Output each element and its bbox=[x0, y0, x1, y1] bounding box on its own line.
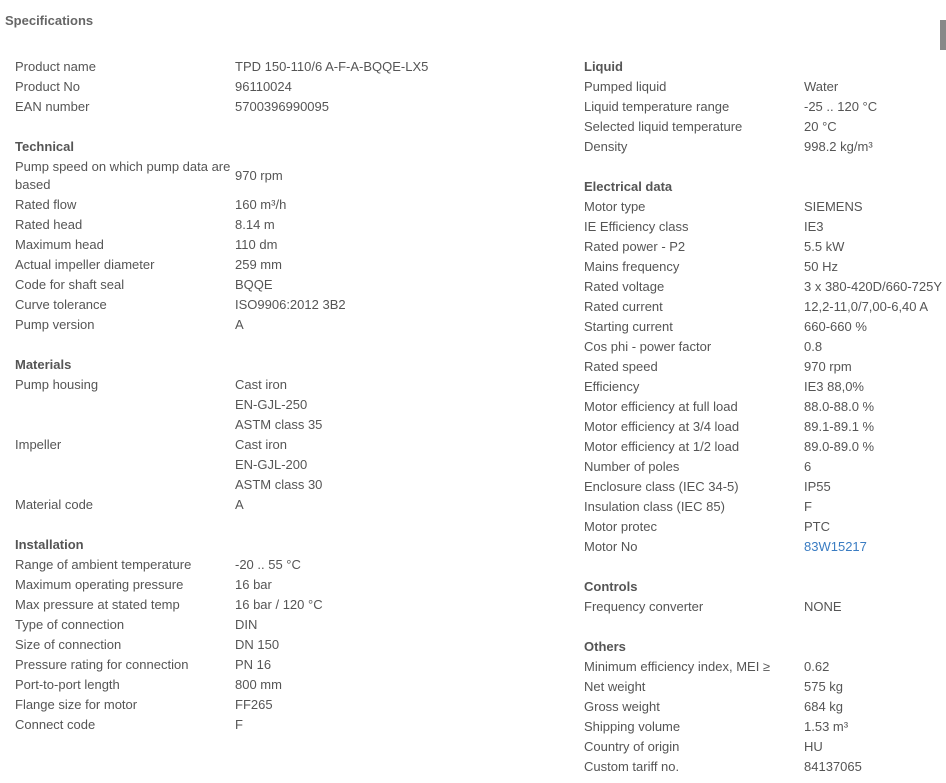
spec-label: Rated voltage bbox=[584, 279, 665, 294]
spec-label: Shipping volume bbox=[584, 719, 681, 734]
spec-label: Motor efficiency at 3/4 load bbox=[584, 419, 740, 434]
spec-row bbox=[584, 197, 946, 217]
installation-section bbox=[15, 535, 535, 735]
spec-row bbox=[584, 97, 946, 117]
spec-value: 16 bar bbox=[235, 577, 272, 592]
spec-value: 50 Hz bbox=[804, 259, 838, 274]
spec-label: Selected liquid temperature bbox=[584, 119, 743, 134]
spec-row-impeller bbox=[15, 435, 535, 495]
spec-label: Frequency converter bbox=[584, 599, 704, 614]
spec-row-material-code bbox=[15, 495, 535, 515]
spec-value: 259 mm bbox=[235, 257, 282, 272]
spec-value: 110 dm bbox=[235, 237, 278, 252]
spec-row bbox=[15, 215, 535, 235]
spec-label: Net weight bbox=[584, 679, 646, 694]
spec-value: Cast iron bbox=[235, 437, 288, 452]
spec-row bbox=[15, 575, 535, 595]
spec-row bbox=[15, 275, 535, 295]
left-column bbox=[15, 57, 535, 755]
spec-value: F bbox=[235, 717, 243, 732]
spec-value: 5.5 kW bbox=[804, 239, 845, 254]
spec-row bbox=[584, 477, 946, 497]
spec-row bbox=[15, 295, 535, 315]
spec-value: 3 x 380-420D/660-725Y bbox=[804, 279, 943, 294]
spec-row bbox=[584, 737, 946, 757]
spec-value: Water bbox=[804, 79, 839, 94]
spec-row bbox=[584, 657, 946, 677]
spec-label: Curve tolerance bbox=[15, 297, 107, 312]
spec-label: EAN number bbox=[15, 99, 90, 114]
spec-row bbox=[15, 615, 535, 635]
spec-value: 6 bbox=[804, 459, 812, 474]
spec-value: 84137065 bbox=[804, 759, 862, 774]
spec-value: F bbox=[804, 499, 812, 514]
spec-value: NONE bbox=[804, 599, 842, 614]
spec-value: A bbox=[235, 317, 244, 332]
section-title-controls: Controls bbox=[584, 579, 638, 594]
spec-row bbox=[15, 715, 535, 735]
spec-row bbox=[584, 257, 946, 277]
spec-value: EN-GJL-250 bbox=[235, 397, 308, 412]
spec-value: 5700396990095 bbox=[235, 99, 329, 114]
spec-value: HU bbox=[804, 739, 823, 754]
spec-label: Port-to-port length bbox=[15, 677, 120, 692]
spec-label: Starting current bbox=[584, 319, 673, 334]
section-title-materials: Materials bbox=[15, 357, 72, 372]
spec-row bbox=[584, 137, 946, 157]
section-title-liquid: Liquid bbox=[584, 59, 623, 74]
scrollbar-thumb[interactable] bbox=[940, 20, 946, 50]
right-column bbox=[584, 57, 946, 783]
spec-row-motor-no bbox=[584, 537, 946, 557]
spec-label: Country of origin bbox=[584, 739, 680, 754]
spec-label: Pressure rating for connection bbox=[15, 657, 189, 672]
spec-label: Motor efficiency at full load bbox=[584, 399, 738, 414]
spec-row bbox=[15, 595, 535, 615]
spec-row bbox=[584, 117, 946, 137]
spec-label: Motor protec bbox=[584, 519, 657, 534]
spec-value: PTC bbox=[804, 519, 830, 534]
spec-label: Pumped liquid bbox=[584, 79, 667, 94]
spec-value: ISO9906:2012 3B2 bbox=[235, 297, 346, 312]
spec-value: 16 bar / 120 °C bbox=[235, 597, 323, 612]
spec-value: SIEMENS bbox=[804, 199, 863, 214]
spec-value: PN 16 bbox=[235, 657, 272, 672]
spec-row bbox=[15, 635, 535, 655]
spec-row-product-name bbox=[15, 57, 535, 77]
spec-row-ean-number bbox=[15, 97, 535, 117]
spec-label: Custom tariff no. bbox=[584, 759, 680, 774]
others-section bbox=[584, 637, 946, 777]
spec-label: Actual impeller diameter bbox=[15, 257, 155, 272]
spec-label: Rated speed bbox=[584, 359, 658, 374]
spec-value: -25 .. 120 °C bbox=[804, 99, 878, 114]
section-title-others: Others bbox=[584, 639, 626, 654]
spec-row bbox=[584, 337, 946, 357]
spec-label: Insulation class (IEC 85) bbox=[584, 499, 725, 514]
spec-row bbox=[15, 675, 535, 695]
spec-row bbox=[584, 597, 946, 617]
spec-row bbox=[584, 357, 946, 377]
motor-no-link[interactable]: 83W15217 bbox=[804, 539, 867, 554]
spec-row-product-no bbox=[15, 77, 535, 97]
section-title-electrical: Electrical data bbox=[584, 179, 673, 194]
spec-label: Rated power - P2 bbox=[584, 239, 686, 254]
technical-section bbox=[15, 137, 535, 335]
spec-label: Flange size for motor bbox=[15, 697, 138, 712]
spec-value: FF265 bbox=[235, 697, 273, 712]
spec-label: Max pressure at stated temp bbox=[15, 597, 180, 612]
spec-value: 12,2-11,0/7,00-6,40 A bbox=[804, 299, 929, 314]
spec-label: Code for shaft seal bbox=[15, 277, 125, 292]
spec-value: 20 °C bbox=[804, 119, 837, 134]
spec-value: EN-GJL-200 bbox=[235, 457, 308, 472]
spec-label: Cos phi - power factor bbox=[584, 339, 712, 354]
spec-value: 970 rpm bbox=[235, 168, 283, 183]
spec-label: Impeller bbox=[15, 437, 62, 452]
spec-label: Motor type bbox=[584, 199, 646, 214]
section-title-technical: Technical bbox=[15, 139, 75, 154]
electrical-section bbox=[584, 177, 946, 557]
spec-row bbox=[15, 235, 535, 255]
spec-label: Pump housing bbox=[15, 377, 99, 392]
spec-value: IE3 88,0% bbox=[804, 379, 864, 394]
spec-row bbox=[584, 297, 946, 317]
spec-label: Material code bbox=[15, 497, 94, 512]
spec-value: TPD 150-110/6 A-F-A-BQQE-LX5 bbox=[235, 59, 429, 74]
spec-row bbox=[15, 695, 535, 715]
spec-value: -20 .. 55 °C bbox=[235, 557, 301, 572]
spec-value: DIN bbox=[235, 617, 258, 632]
spec-value: 89.0-89.0 % bbox=[804, 439, 875, 454]
spec-label: Rated flow bbox=[15, 197, 77, 212]
spec-label: Maximum head bbox=[15, 237, 104, 252]
spec-value: 88.0-88.0 % bbox=[804, 399, 875, 414]
spec-row bbox=[584, 677, 946, 697]
spec-value: 160 m³/h bbox=[235, 197, 287, 212]
spec-label: Gross weight bbox=[584, 699, 660, 714]
spec-label: Number of poles bbox=[584, 459, 680, 474]
spec-value: 575 kg bbox=[804, 679, 844, 694]
spec-value: DN 150 bbox=[235, 637, 280, 652]
spec-label: Type of connection bbox=[15, 617, 125, 632]
spec-row bbox=[584, 277, 946, 297]
spec-label: Pump version bbox=[15, 317, 95, 332]
spec-row bbox=[584, 517, 946, 537]
spec-row bbox=[584, 77, 946, 97]
spec-label: Rated current bbox=[584, 299, 663, 314]
spec-row bbox=[15, 315, 535, 335]
spec-value: 998.2 kg/m³ bbox=[804, 139, 873, 154]
spec-value: 684 kg bbox=[804, 699, 844, 714]
spec-label: Connect code bbox=[15, 717, 96, 732]
spec-label: Product name bbox=[15, 59, 96, 74]
spec-value: IE3 bbox=[804, 219, 824, 234]
section-title-installation: Installation bbox=[15, 537, 84, 552]
spec-row-pump-housing bbox=[15, 375, 535, 435]
spec-value: ASTM class 30 bbox=[235, 477, 323, 492]
spec-row bbox=[584, 457, 946, 477]
spec-label: Rated head bbox=[15, 217, 83, 232]
spec-row bbox=[584, 717, 946, 737]
spec-label: Efficiency bbox=[584, 379, 640, 394]
spec-label: Size of connection bbox=[15, 637, 122, 652]
spec-label: Pump speed on which pump data are based bbox=[15, 159, 231, 192]
spec-value-list bbox=[235, 375, 322, 435]
spec-label: Enclosure class (IEC 34-5) bbox=[584, 479, 739, 494]
spec-label: Density bbox=[584, 139, 628, 154]
spec-label: Range of ambient temperature bbox=[15, 557, 192, 572]
spec-value: 89.1-89.1 % bbox=[804, 419, 875, 434]
spec-row bbox=[584, 417, 946, 437]
controls-section bbox=[584, 577, 946, 617]
spec-label: Liquid temperature range bbox=[584, 99, 730, 114]
spec-value: 1.53 m³ bbox=[804, 719, 849, 734]
spec-row bbox=[15, 255, 535, 275]
spec-value: 96110024 bbox=[235, 79, 292, 94]
spec-row bbox=[584, 317, 946, 337]
spec-value: ASTM class 35 bbox=[235, 417, 323, 432]
spec-label: Motor efficiency at 1/2 load bbox=[584, 439, 740, 454]
spec-value: 0.8 bbox=[804, 339, 823, 354]
spec-row bbox=[584, 497, 946, 517]
spec-row bbox=[584, 377, 946, 397]
spec-label: Product No bbox=[15, 79, 81, 94]
spec-label: Mains frequency bbox=[584, 259, 680, 274]
spec-row bbox=[15, 195, 535, 215]
spec-row bbox=[584, 397, 946, 417]
spec-label: Maximum operating pressure bbox=[15, 577, 184, 592]
spec-value: BQQE bbox=[235, 277, 273, 292]
spec-value: 800 mm bbox=[235, 677, 282, 692]
spec-value: 0.62 bbox=[804, 659, 830, 674]
spec-value: Cast iron bbox=[235, 377, 288, 392]
spec-value: IP55 bbox=[804, 479, 831, 494]
general-section bbox=[15, 57, 535, 117]
spec-row bbox=[584, 217, 946, 237]
spec-row bbox=[584, 697, 946, 717]
liquid-section bbox=[584, 57, 946, 157]
spec-row bbox=[584, 237, 946, 257]
spec-label: Motor No bbox=[584, 539, 638, 554]
materials-section bbox=[15, 355, 535, 515]
spec-row bbox=[584, 437, 946, 457]
spec-row bbox=[15, 655, 535, 675]
spec-row bbox=[584, 757, 946, 777]
spec-label: IE Efficiency class bbox=[584, 219, 689, 234]
spec-row bbox=[15, 157, 535, 195]
spec-value-list bbox=[235, 435, 322, 495]
page-title: Specifications bbox=[5, 13, 94, 28]
spec-label: Minimum efficiency index, MEI ≥ bbox=[584, 659, 771, 674]
spec-value: A bbox=[235, 497, 244, 512]
spec-value: 970 rpm bbox=[804, 359, 852, 374]
spec-value: 8.14 m bbox=[235, 217, 275, 232]
spec-value: 660-660 % bbox=[804, 319, 867, 334]
spec-row bbox=[15, 555, 535, 575]
